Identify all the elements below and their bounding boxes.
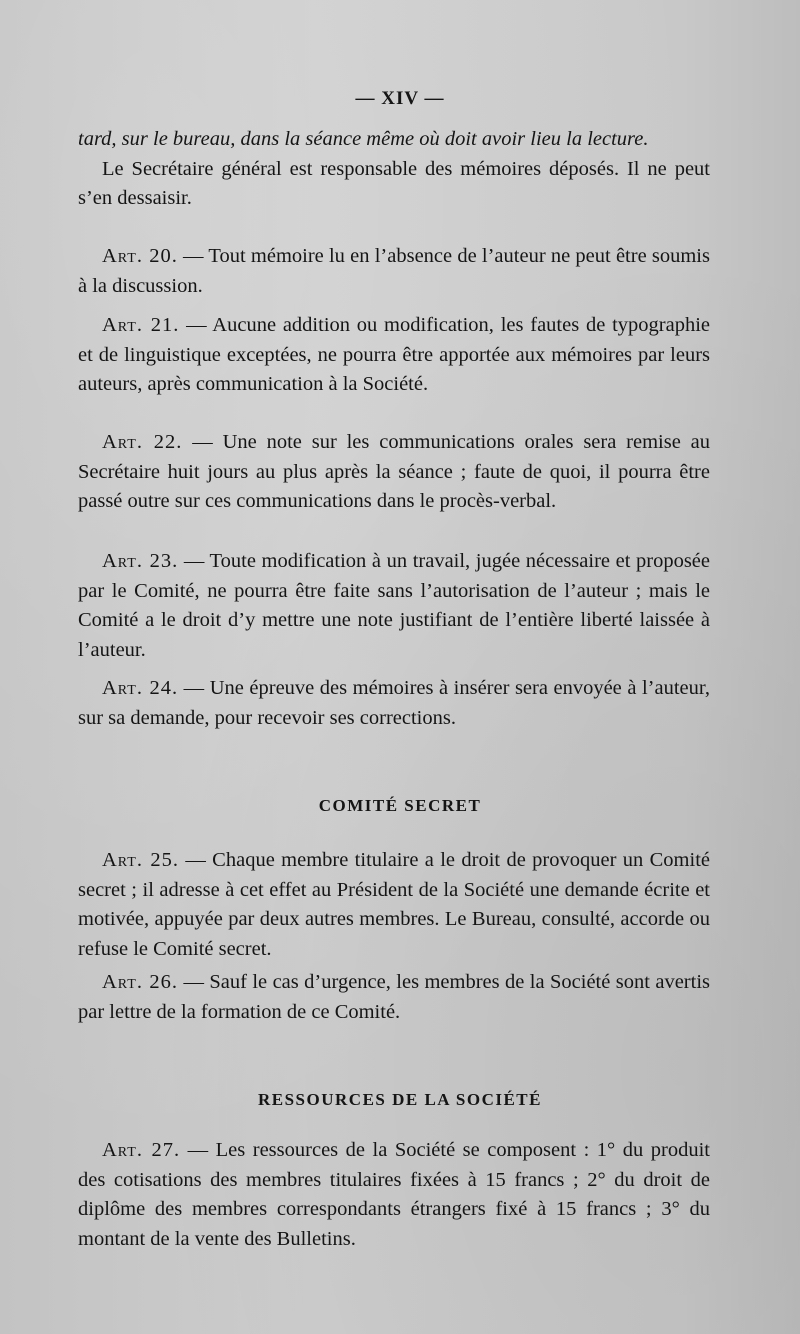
page-number: — XIV — — [355, 88, 445, 109]
article-20 — [78, 242, 710, 301]
secretary-paragraph: Le Secrétaire général est responsable des mémoires déposés. Il ne peut s’en dessaisir. — [78, 157, 710, 209]
article-text: — Aucune addition ou modification, les fautes de typographie et de linguistique exceptées, ne pourra être apportée aux mémoires par leurs auteurs, après communication à la Société. — [78, 314, 711, 395]
article-text: — Toute modification à un travail, jugée nécessaire et proposée par le Comité, ne pourra être faite sans l’autorisation de l’auteur ; mais le Comité a le droit d’y mettre une note justifiant de l’entière liberté laissée à l’auteur. — [78, 550, 711, 661]
article-text: — Une note sur les communications orales sera remise au Secrétaire huit jours au plus après la séance ; faute de quoi, il pourra être passé outre sur ces communications dans le procès-verbal. — [78, 431, 710, 512]
article-label: Art. 24. — [102, 677, 179, 699]
article-label: Art. 22. — [102, 431, 183, 453]
article-label: Art. 21. — [102, 314, 180, 336]
section-title-ressources: RESSOURCES DE LA SOCIÉTÉ — [257, 1090, 542, 1109]
article-text: — Une épreuve des mémoires à insérer sera envoyée à l’auteur, sur sa demande, pour recevoir ses corrections. — [78, 677, 710, 729]
article-text: — Tout mémoire lu en l’absence de l’auteur ne peut être soumis à la discussion. — [78, 245, 710, 297]
article-24 — [78, 674, 710, 733]
article-label: Art. 23. — [102, 550, 179, 572]
article-label: Art. 20. — [102, 245, 178, 267]
article-25 — [78, 846, 710, 964]
continuation-block — [78, 125, 710, 214]
article-22 — [78, 428, 710, 517]
article-text: — Les ressources de la Société se composent : 1° du produit des cotisations des membres titulaires fixées à 15 francs ; 2° du droit de diplôme des membres correspondants étrangers fixé à 15 francs ; 3° du montant de la vente des Bulletins. — [78, 1139, 710, 1250]
continuation-italic-paragraph: tard, sur le bureau, dans la séance même où doit avoir lieu la lecture. — [78, 128, 649, 150]
article-26 — [78, 968, 710, 1027]
article-text: — Sauf le cas d’urgence, les membres de la Société sont avertis par lettre de la formation de ce Comité. — [78, 971, 711, 1023]
article-label: Art. 26. — [102, 971, 179, 993]
article-21 — [78, 311, 710, 400]
section-title-comite-secret: COMITÉ SECRET — [318, 796, 482, 815]
article-text: — Chaque membre titulaire a le droit de provoquer un Comité secret ; il adresse à cet effet au Président de la Société une demande écrite et motivée, appuyée par deux autres membres. Le Bureau, consulté, accorde ou refuse le Comité secret. — [78, 849, 710, 960]
article-label: Art. 25. — [102, 849, 179, 871]
article-27 — [78, 1136, 710, 1254]
article-23 — [78, 547, 710, 665]
article-label: Art. 27. — [102, 1139, 181, 1161]
